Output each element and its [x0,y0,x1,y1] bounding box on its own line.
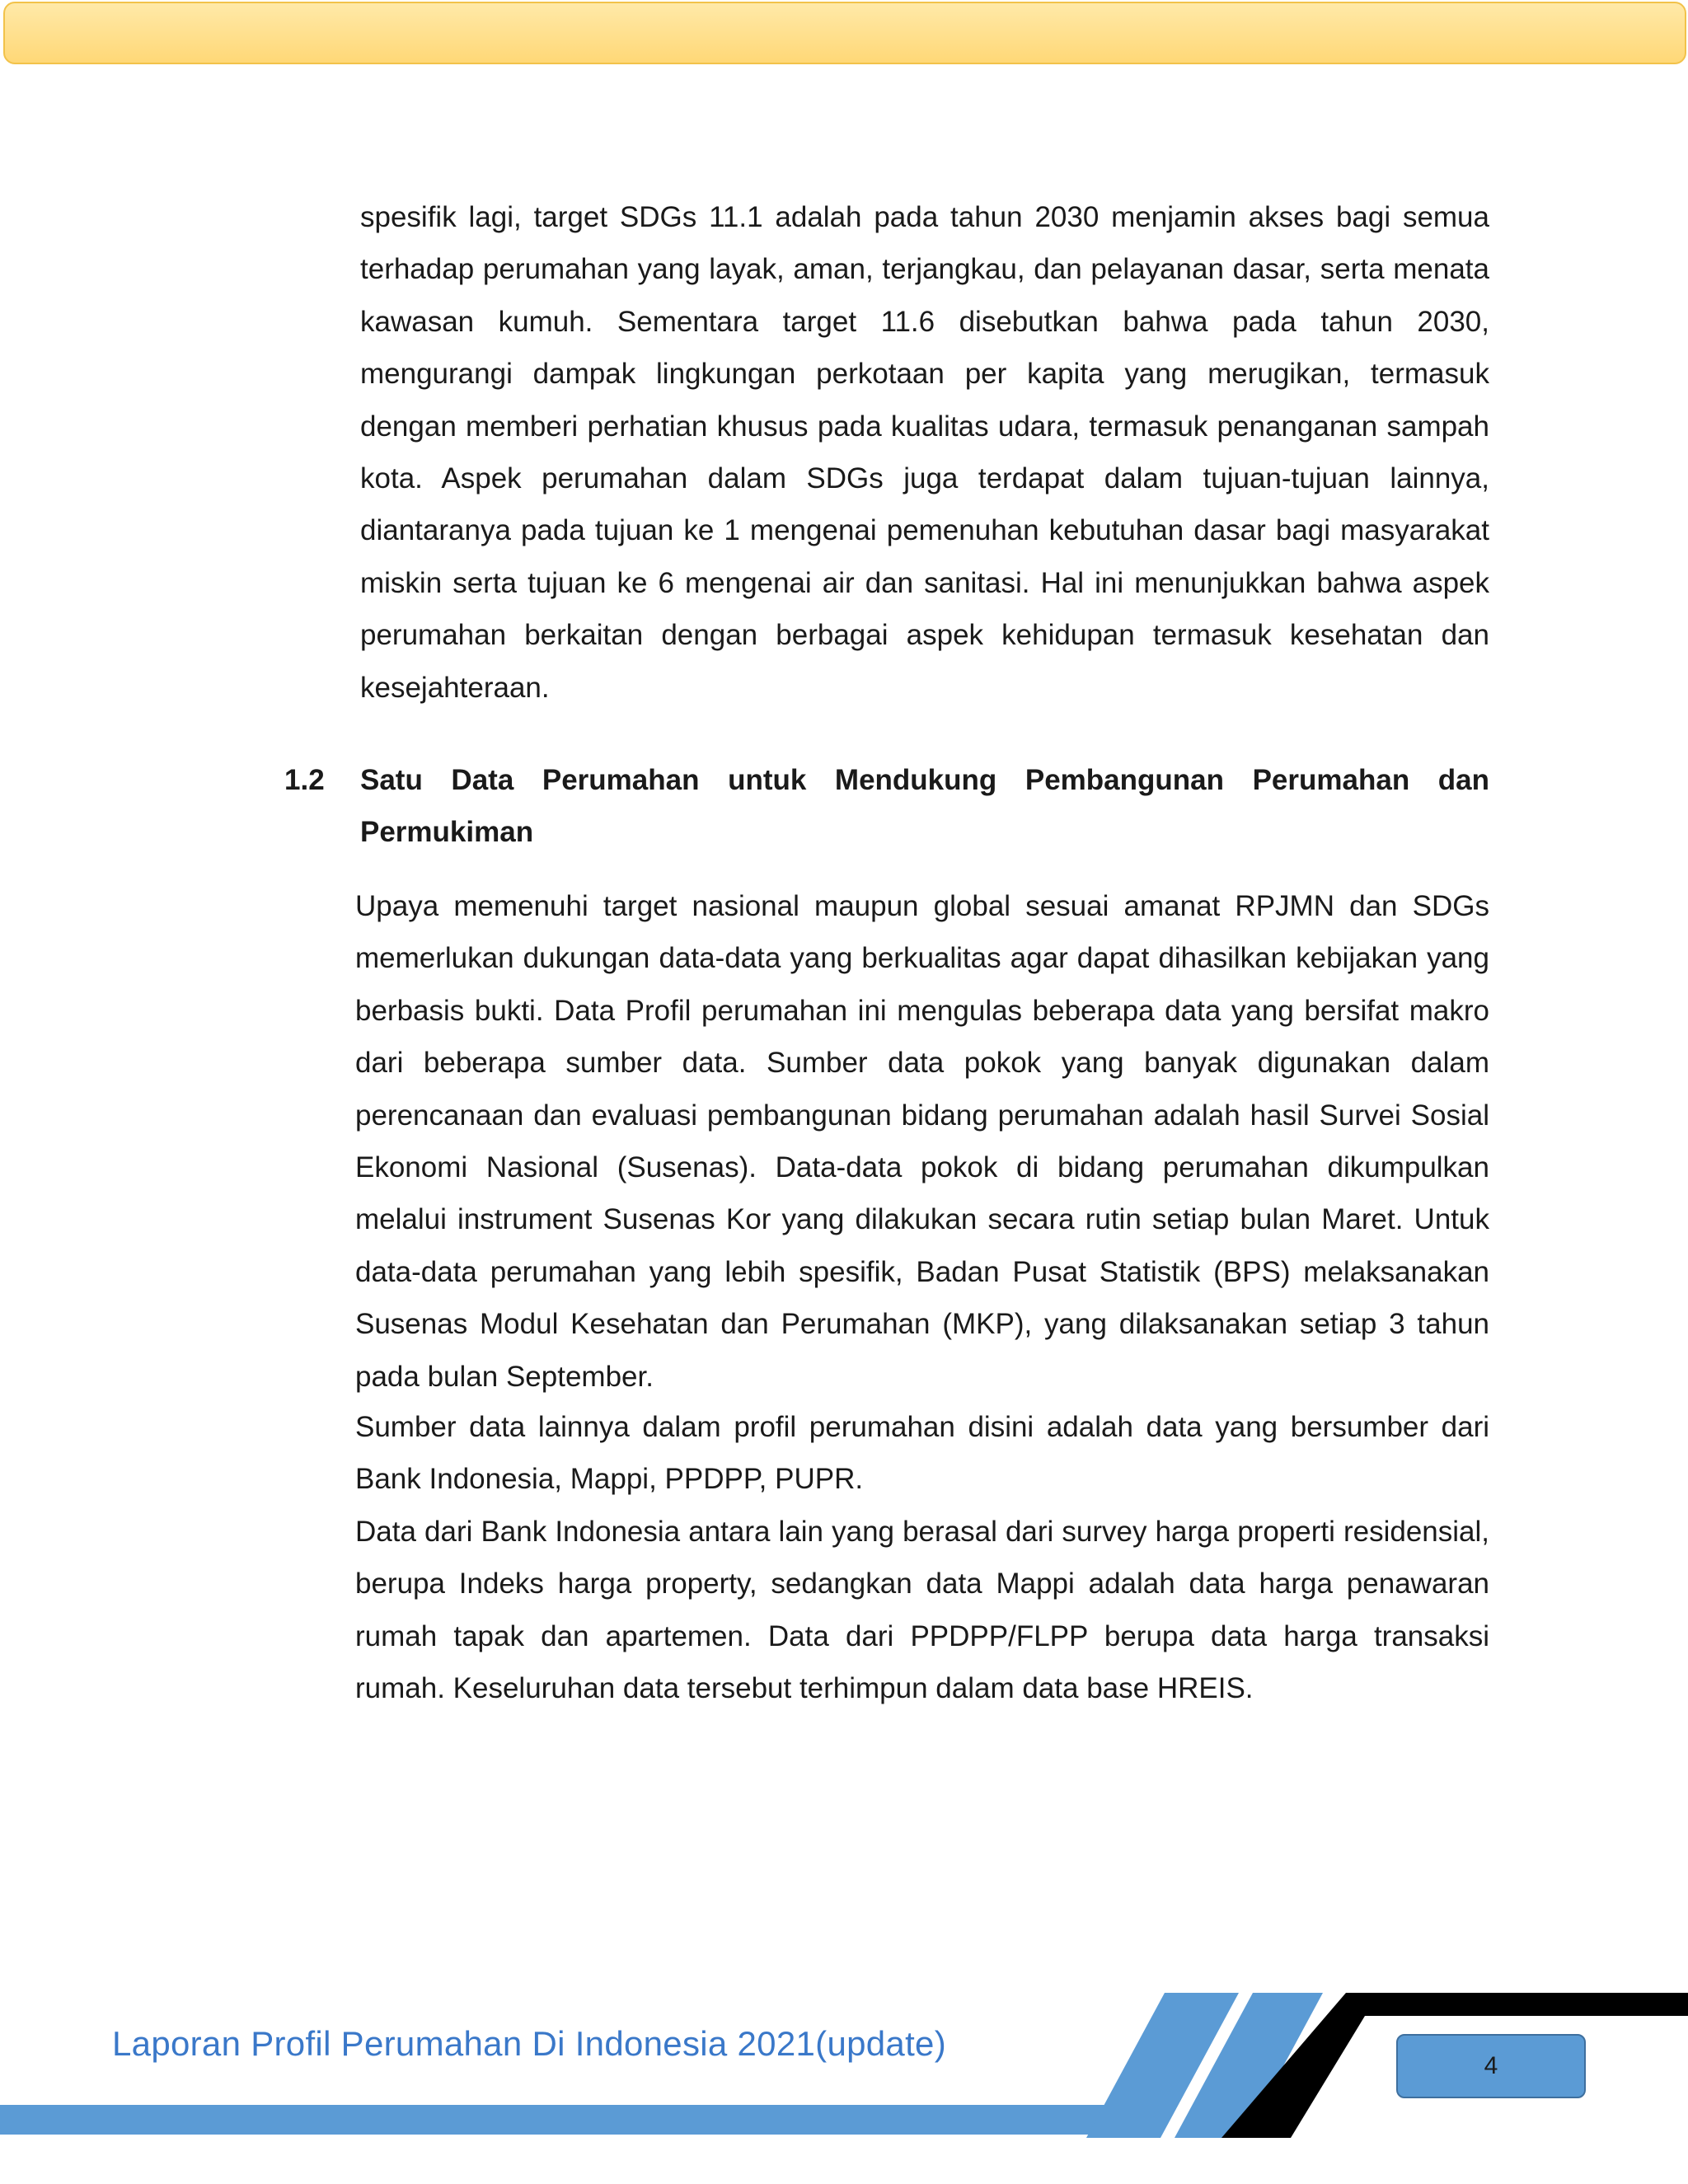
footer-report-title: Laporan Profil Perumahan Di Indonesia 2021(update) [112,2024,946,2063]
page-number-box [1396,2034,1586,2098]
section-title: Satu Data Perumahan untuk Mendukung Pembangunan Perumahan dan Permukiman [360,764,1489,849]
body-paragraph-4: Data dari Bank Indonesia antara lain yang berasal dari survey harga properti residensial, berupa Indeks harga property, sedangkan data Mappi adalah data harga penawaran rumah tapak dan apartemen. Data dari PPDPP/FLPP berupa data harga transaksi rumah. Keseluruhan data tersebut terhimpun dalam data base HREIS. [355,1516,1489,1705]
body-paragraph-2: Upaya memenuhi target nasional maupun global sesuai amanat RPJMN dan SDGs memerlukan dukungan data-data yang berkualitas agar dapat dihasilkan kebijakan yang berbasis bukti. Data Profil perumahan ini mengulas beberapa data yang bersifat makro dari beberapa sumber data. Sumber data pokok yang banyak digunakan dalam perencanaan dan evaluasi pembangunan bidang perumahan adalah hasil Survei Sosial Ekonomi Nasional (Susenas). Data-data pokok di bidang perumahan dikumpulkan melalui instrument Susenas Kor yang dilakukan secara rutin setiap bulan Maret. Untuk data-data perumahan yang lebih spesifik, Badan Pusat Statistik (BPS) melaksanakan Susenas Modul Kesehatan dan Perumahan (MKP), yang dilaksanakan setiap 3 tahun pada bulan September. [355,890,1489,1393]
section-number: 1.2 [284,764,325,796]
body-paragraph-3: Sumber data lainnya dalam profil perumahan disini adalah data yang bersumber dari Bank Indonesia, Mappi, PPDPP, PUPR. [355,1411,1489,1496]
footer-blue-bar [0,2105,1104,2135]
body-paragraph-1: spesifik lagi, target SDGs 11.1 adalah pada tahun 2030 menjamin akses bagi semua terhadap perumahan yang layak, aman, terjangkau, dan pelayanan dasar, serta menata kawasan kumuh. Sementara target 11.6 disebutkan bahwa pada tahun 2030, mengurangi dampak lingkungan perkotaan per kapita yang merugikan, termasuk dengan memberi perhatian khusus pada kualitas udara, termasuk penanganan sampah kota. Aspek perumahan dalam SDGs juga terdapat dalam tujuan-tujuan lainnya, diantaranya pada tujuan ke 1 mengenai pemenuhan kebutuhan dasar bagi masyarakat miskin serta tujuan ke 6 mengenai air dan sanitasi. Hal ini menunjukkan bahwa aspek perumahan berkaitan dengan berbagai aspek kehidupan termasuk kesehatan dan kesejahteraan. [360,201,1489,704]
page-number: 4 [1484,2052,1498,2079]
